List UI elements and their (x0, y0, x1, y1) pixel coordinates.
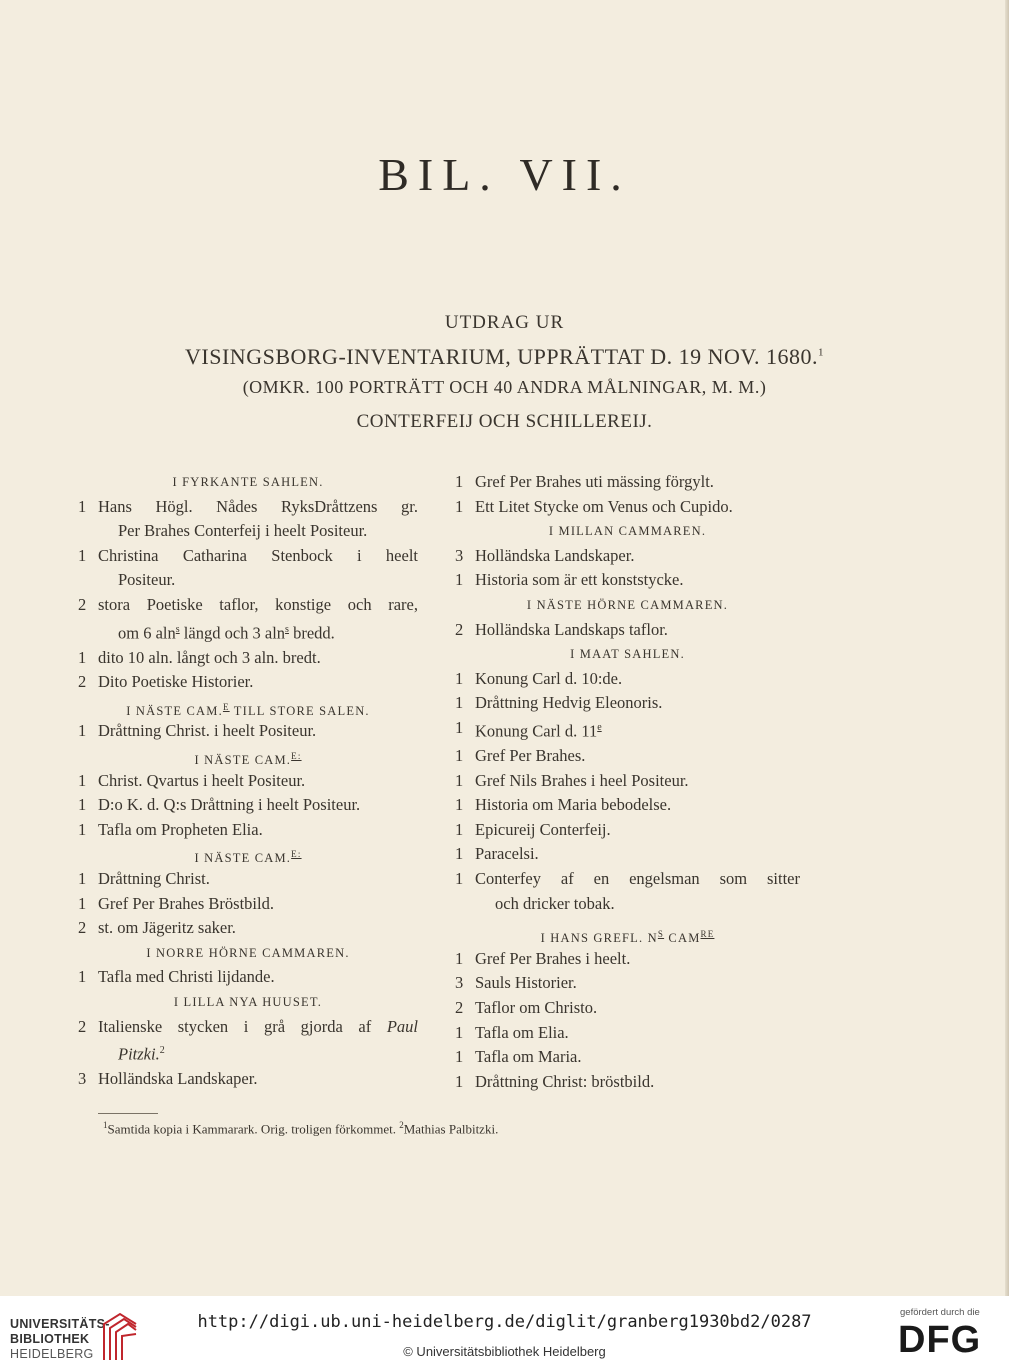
inventory-entry (455, 996, 800, 1021)
text-run: Konung Carl d. 11 (475, 721, 598, 741)
room-heading: I LILLA NYA HUUSET. (173, 994, 323, 1009)
entry-text: Dråttning Christ. (98, 869, 210, 888)
inventory-entry (455, 618, 800, 643)
inventory-entry (78, 867, 418, 892)
entry-text (475, 716, 800, 744)
inventory-entry (455, 544, 800, 569)
entry-continuation (78, 1039, 418, 1067)
entry-text: Gref Per Brahes Bröstbild. (98, 893, 274, 913)
inventory-entry (78, 544, 418, 569)
inventory-entry (78, 593, 418, 618)
entry-text: stora Poetiske taflor, konstige och rare, (98, 594, 418, 614)
italic-name: Paul (386, 1016, 418, 1036)
superscript: E: (291, 751, 302, 762)
entry-count: 1 (455, 1071, 464, 1091)
subtitle-line-1: UTDRAG UR (444, 312, 565, 333)
entry-text: dito 10 aln. långt och 3 aln. bredt. (98, 647, 321, 667)
dfg-logo[interactable]: DFG (898, 1319, 982, 1361)
entry-continuation: och dricker tobak. (495, 893, 615, 913)
copyright-notice: © Universitätsbibliothek Heidelberg (403, 1344, 606, 1359)
entry-count: 1 (455, 717, 464, 737)
footnote-number: 1 (103, 1120, 108, 1130)
entry-text: Dråttning Hedvig Eleonoris. (475, 693, 663, 713)
entry-count: 2 (455, 619, 464, 639)
entry-count: 1 (78, 770, 87, 790)
inventory-entry (78, 646, 418, 671)
entry-count: 1 (455, 570, 464, 590)
logo-line: HEIDELBERG (10, 1347, 94, 1361)
entry-text: Gref Per Brahes i heelt. (475, 948, 631, 968)
room-heading: I MILLAN CAMMAREN. (548, 524, 707, 539)
inventory-entry (78, 965, 418, 990)
entry-count: 3 (455, 973, 464, 993)
superscript: E: (291, 849, 302, 860)
entry-text: Gref Per Brahes. (475, 746, 586, 766)
inventory-entry (455, 744, 800, 769)
entry-text: Holländska Landskaper. (98, 1069, 258, 1089)
room-heading (78, 744, 418, 769)
text-run: I HANS GREFL. N (540, 931, 658, 946)
entry-text: Hans Högl. Nådes RyksDråttzens gr. (98, 496, 418, 516)
inventory-entry (78, 670, 418, 695)
footnote-text: Mathias Palbitzki. (403, 1121, 499, 1137)
inventory-entry (455, 947, 800, 972)
footnotes (103, 1120, 498, 1137)
text-run: CAM (664, 931, 701, 946)
superscript: S (657, 929, 665, 940)
entry-continuation: Per Brahes Conterfeij i heelt Positeur. (118, 521, 368, 541)
inventory-entry (455, 1045, 800, 1070)
entry-text: Tafla om Propheten Elia. (98, 819, 263, 839)
entry-text: Taflor om Christo. (475, 997, 598, 1017)
text-run: bredd. (288, 623, 335, 643)
entry-text: Epicureij Conterfeij. (475, 819, 611, 839)
entry-count: 1 (455, 869, 464, 888)
inventory-entry (455, 1070, 800, 1095)
room-heading: I NÄSTE HÖRNE CAMMAREN. (526, 597, 729, 612)
entry-text: Tafla om Elia. (475, 1022, 569, 1042)
entry-count: 2 (455, 997, 464, 1017)
inventory-entry (455, 1021, 800, 1046)
entry-count: 1 (455, 819, 464, 839)
inventory-entry (78, 1015, 418, 1040)
entry-text: Tafla med Christi lijdande. (98, 967, 275, 987)
room-heading (78, 842, 418, 867)
room-heading: I MAAT SAHLEN. (570, 647, 685, 662)
entry-count: 1 (455, 1047, 464, 1067)
room-heading (78, 695, 418, 720)
entry-count: 2 (78, 672, 87, 692)
entry-count: 3 (78, 1069, 87, 1089)
inventory-entry (455, 971, 800, 996)
superscript: s (285, 623, 289, 635)
entry-count: 1 (455, 668, 464, 688)
logo-line: UNIVERSITÄTS- (10, 1317, 110, 1331)
entry-text: st. om Jägeritz saker. (98, 918, 236, 938)
footnote-rule (98, 1113, 158, 1114)
entry-text: Dråttning Christ: bröstbild. (475, 1071, 655, 1091)
entry-count: 2 (78, 594, 87, 614)
superscript: RE (700, 929, 715, 940)
entry-text: Historia om Maria bebodelse. (475, 795, 672, 815)
entry-text: Holländska Landskaper. (475, 545, 635, 565)
inventory-column-right (455, 470, 800, 1094)
footnote-marker-1: 1 (817, 346, 824, 359)
entry-text: Holländska Landskaps taflor. (475, 619, 668, 639)
subtitle-line-3: (OMKR. 100 PORTRÄTT OCH 40 ANDRA MÅLNINGAR, M. M.) (242, 377, 767, 397)
inventory-entry (455, 568, 800, 593)
entry-count: 1 (78, 967, 87, 987)
entry-text: Paracelsi. (475, 844, 539, 864)
inventory-entry (455, 691, 800, 716)
entry-text: Conterfey af en engelsman som sitter (475, 869, 800, 888)
entry-count: 1 (78, 721, 87, 741)
inventory-entry (78, 769, 418, 794)
inventory-entry (455, 842, 800, 867)
entry-count: 1 (455, 746, 464, 766)
subtitle-line-2-text: VISINGSBORG-INVENTARIUM, UPPRÄTTAT D. 19 NOV. 1680. (185, 344, 818, 369)
entry-count: 1 (455, 496, 464, 516)
entry-count: 2 (78, 1016, 87, 1036)
inventory-entry (455, 793, 800, 818)
inventory-entry (78, 892, 418, 917)
footnote-text: Samtida kopia i Kammarark. Orig. troligen förkommet. (107, 1121, 396, 1137)
entry-text: Konung Carl d. 10:de. (475, 668, 623, 688)
footnote-number: 2 (399, 1120, 404, 1130)
inventory-entry (455, 867, 800, 892)
entry-count: 1 (455, 844, 464, 864)
superscript: e (597, 721, 602, 733)
text-run: TILL STORE SALEN. (229, 704, 370, 718)
inventory-entry (78, 495, 418, 520)
entry-text: Christina Catharina Stenbock i heelt (98, 545, 418, 565)
inventory-entry (455, 769, 800, 794)
entry-count: 1 (78, 819, 87, 839)
viewer-footer (0, 1296, 1009, 1370)
inventory-entry (78, 818, 418, 843)
entry-count: 1 (78, 795, 87, 815)
entry-text: Gref Per Brahes uti mässing förgylt. (475, 472, 714, 491)
subtitle-line-4: CONTERFEIJ OCH SCHILLEREIJ. (356, 411, 653, 432)
text-run: I NÄSTE CAM. (194, 753, 292, 768)
entry-text (98, 1015, 418, 1040)
room-heading (455, 922, 800, 947)
subtitle-line-2 (0, 344, 1009, 370)
text-run: Italienske stycken i grå gjorda af (98, 1016, 372, 1036)
italic-name: Pitzki. (118, 1044, 160, 1064)
superscript: s (175, 623, 180, 635)
entry-count: 1 (455, 472, 464, 491)
entry-text: Christ. Qvartus i heelt Positeur. (98, 770, 306, 790)
entry-count: 1 (78, 869, 87, 888)
entry-count: 1 (455, 770, 464, 790)
entry-text: Historia som är ett konststycke. (475, 570, 684, 590)
inventory-entry (455, 667, 800, 692)
room-heading: I FYRKANTE SAHLEN. (172, 475, 324, 489)
text-run: I NÄSTE CAM. (126, 704, 223, 718)
entry-text: Dråttning Christ. i heelt Positeur. (98, 721, 317, 741)
text-run: om 6 aln (118, 623, 176, 643)
entry-text: Sauls Historier. (475, 973, 577, 993)
inventory-entry (455, 470, 800, 495)
entry-count: 1 (455, 948, 464, 968)
entry-count: 1 (455, 1022, 464, 1042)
entry-count: 1 (78, 545, 87, 565)
entry-count: 1 (78, 893, 87, 913)
text-run: längd och 3 aln (179, 623, 286, 643)
funded-by-label: gefördert durch die (900, 1307, 980, 1318)
entry-text: Ett Litet Stycke om Venus och Cupido. (475, 496, 733, 516)
entry-count: 1 (455, 795, 464, 815)
plate-title: BIL. VII. (378, 149, 631, 200)
entry-text: Dito Poetiske Historier. (98, 672, 254, 692)
inventory-entry (78, 916, 418, 941)
inventory-entry (78, 793, 418, 818)
inventory-entry (455, 818, 800, 843)
entry-count: 1 (455, 693, 464, 713)
inventory-entry (455, 495, 800, 520)
footnote-marker-2: 2 (159, 1045, 165, 1057)
entry-continuation: Positeur. (118, 570, 176, 590)
inventory-entry (455, 716, 800, 744)
logo-line: BIBLIOTHEK (10, 1332, 90, 1346)
room-heading: I NORRE HÖRNE CAMMAREN. (146, 945, 350, 960)
permalink-url[interactable]: http://digi.ub.uni-heidelberg.de/diglit/granberg1930bd2/0287 (197, 1312, 812, 1332)
entry-count: 1 (78, 496, 87, 516)
entry-text: Tafla om Maria. (475, 1047, 582, 1067)
entry-count: 3 (455, 545, 464, 565)
text-run: I NÄSTE CAM. (194, 851, 292, 866)
superscript: E (222, 701, 230, 712)
inventory-column-left (78, 470, 418, 1092)
entry-count: 2 (78, 918, 87, 938)
entry-text: D:o K. d. Q:s Dråttning i heelt Positeur. (98, 795, 361, 815)
inventory-entry (78, 1067, 418, 1092)
entry-count: 1 (78, 647, 87, 667)
inventory-entry (78, 719, 418, 744)
entry-text: Gref Nils Brahes i heel Positeur. (475, 770, 689, 790)
entry-continuation (78, 618, 418, 646)
